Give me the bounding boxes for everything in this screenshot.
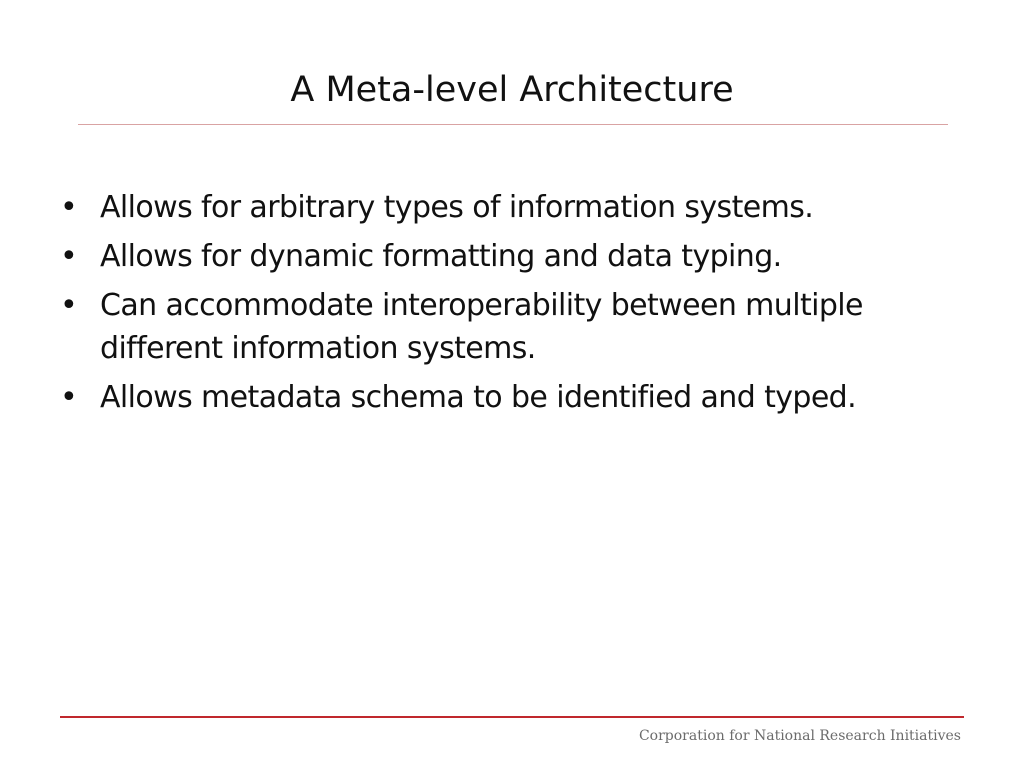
slide-title: A Meta-level Architecture: [290, 70, 734, 110]
bullet-icon: •: [60, 380, 78, 415]
title-divider: [78, 124, 948, 125]
bullet-text: Allows for arbitrary types of information systems.: [100, 190, 814, 225]
bullet-item: [60, 235, 970, 278]
bullet-text: Can accommodate interoperability between multiple different information systems.: [100, 288, 863, 366]
bullet-icon: •: [60, 239, 78, 274]
bullet-icon: •: [60, 190, 78, 225]
bullet-item: [60, 376, 970, 419]
bullet-text: Allows for dynamic formatting and data typing.: [100, 239, 782, 274]
bullet-list: [60, 186, 970, 425]
footer-organization: Corporation for National Research Initiatives: [638, 728, 961, 744]
bullet-text: Allows metadata schema to be identified and typed.: [100, 380, 857, 415]
footer-divider: [60, 716, 964, 718]
bullet-item: [60, 186, 970, 229]
bullet-icon: •: [60, 288, 78, 323]
bullet-item: [60, 284, 970, 370]
